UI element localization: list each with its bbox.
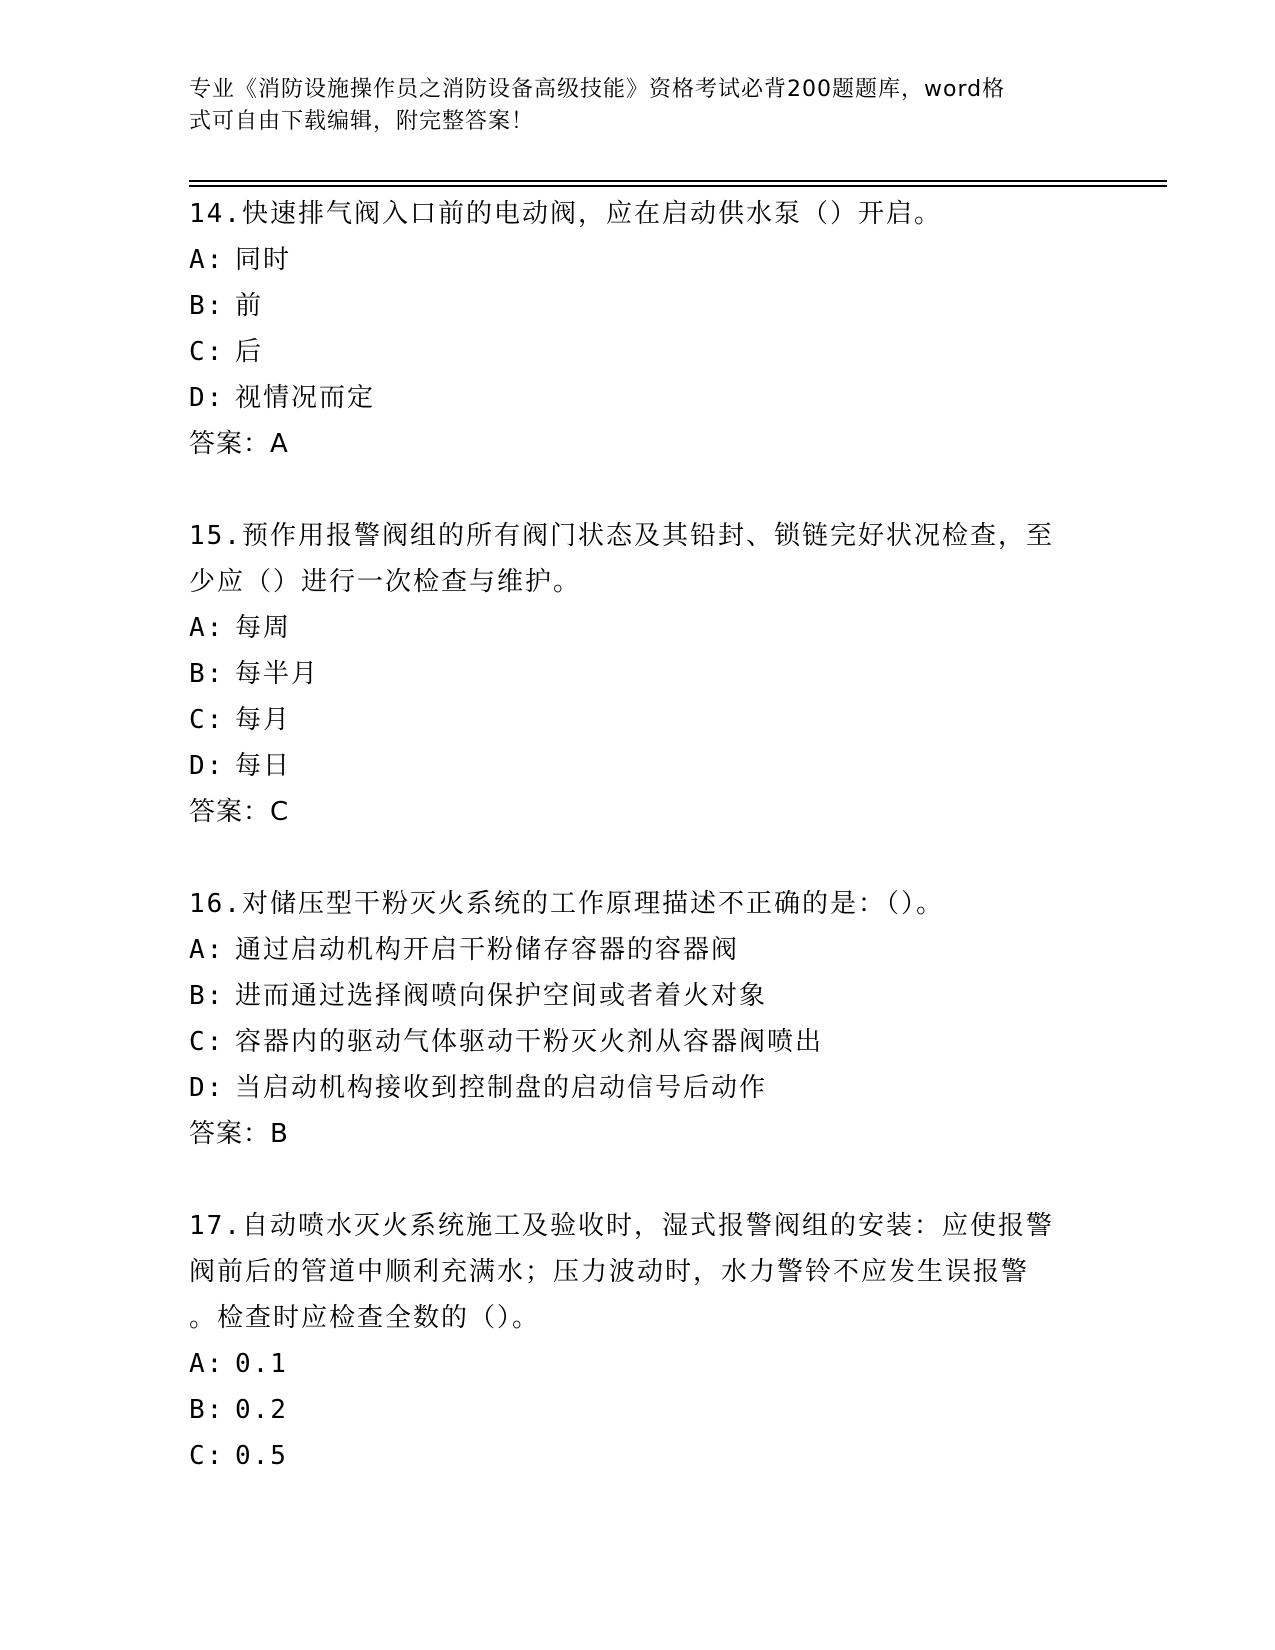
option-text: 视情况而定 bbox=[235, 383, 376, 413]
option-key: B: bbox=[189, 1395, 225, 1425]
option-key: C: bbox=[189, 337, 225, 367]
option-text: 0.1 bbox=[235, 1349, 288, 1379]
option-row bbox=[189, 329, 1089, 375]
option-key: A: bbox=[189, 245, 225, 275]
option-key: D: bbox=[189, 1073, 225, 1103]
option-key: C: bbox=[189, 1027, 225, 1057]
option-row bbox=[189, 1387, 1089, 1433]
option-row bbox=[189, 651, 1089, 697]
question-stem-line: 15.预作用报警阀组的所有阀门状态及其铅封、锁链完好状况检查，至 bbox=[189, 521, 1054, 551]
question-stem-line: 阀前后的管道中顺利充满水；压力波动时，水力警铃不应发生误报警 bbox=[189, 1257, 1030, 1287]
option-text: 进而通过选择阀喷向保护空间或者着火对象 bbox=[235, 981, 768, 1011]
option-row bbox=[189, 743, 1089, 789]
option-row bbox=[189, 1065, 1089, 1111]
option-text: 每月 bbox=[235, 705, 292, 735]
option-key: D: bbox=[189, 751, 225, 781]
option-key: B: bbox=[189, 981, 225, 1011]
question-item bbox=[189, 513, 1089, 835]
option-text: 每周 bbox=[235, 613, 292, 643]
option-text: 同时 bbox=[235, 245, 292, 275]
question-stem-line: 16.对储压型干粉灭火系统的工作原理描述不正确的是：（）。 bbox=[189, 889, 944, 919]
option-key: A: bbox=[189, 1349, 225, 1379]
option-text: 每半月 bbox=[235, 659, 320, 689]
document-header bbox=[189, 74, 1089, 138]
question-stem-line: 。检查时应检查全数的（）。 bbox=[189, 1303, 541, 1333]
option-row bbox=[189, 973, 1089, 1019]
option-key: B: bbox=[189, 659, 225, 689]
header-line-2: 式可自由下载编辑，附完整答案！ bbox=[189, 109, 535, 134]
question-stem-line: 17.自动喷水灭火系统施工及验收时，湿式报警阀组的安装：应使报警 bbox=[189, 1211, 1054, 1241]
option-text: 0.2 bbox=[235, 1395, 288, 1425]
option-row bbox=[189, 605, 1089, 651]
header-divider-bottom bbox=[189, 185, 1167, 187]
option-text: 每日 bbox=[235, 751, 292, 781]
option-row bbox=[189, 375, 1089, 421]
option-row bbox=[189, 697, 1089, 743]
option-text: 当启动机构接收到控制盘的启动信号后动作 bbox=[235, 1073, 768, 1103]
option-text: 前 bbox=[235, 291, 264, 321]
option-key: B: bbox=[189, 291, 225, 321]
question-item bbox=[189, 1203, 1089, 1479]
question-stem-line: 少应（）进行一次检查与维护。 bbox=[189, 567, 582, 597]
question-list bbox=[189, 191, 1089, 1525]
option-text: 0.5 bbox=[235, 1441, 288, 1471]
option-key: C: bbox=[189, 705, 225, 735]
question-stem-line: 14.快速排气阀入口前的电动阀，应在启动供水泵（）开启。 bbox=[189, 199, 942, 229]
option-key: D: bbox=[189, 383, 225, 413]
question-item bbox=[189, 191, 1089, 467]
option-text: 容器内的驱动气体驱动干粉灭火剂从容器阀喷出 bbox=[235, 1027, 824, 1057]
option-row bbox=[189, 927, 1089, 973]
question-item bbox=[189, 881, 1089, 1157]
option-row bbox=[189, 1341, 1089, 1387]
option-row bbox=[189, 1433, 1089, 1479]
answer-line: 答案：B bbox=[189, 1119, 289, 1149]
header-line-1: 专业《消防设施操作员之消防设备高级技能》资格考试必背200题题库，word格 bbox=[189, 77, 1006, 102]
option-key: A: bbox=[189, 935, 225, 965]
option-key: C: bbox=[189, 1441, 225, 1471]
option-key: A: bbox=[189, 613, 225, 643]
option-row bbox=[189, 237, 1089, 283]
option-text: 通过启动机构开启干粉储存容器的容器阀 bbox=[235, 935, 740, 965]
option-text: 后 bbox=[235, 337, 264, 367]
option-row bbox=[189, 283, 1089, 329]
answer-line: 答案：C bbox=[189, 797, 290, 827]
answer-line: 答案：A bbox=[189, 429, 289, 459]
header-divider-top bbox=[189, 180, 1167, 182]
option-row bbox=[189, 1019, 1089, 1065]
